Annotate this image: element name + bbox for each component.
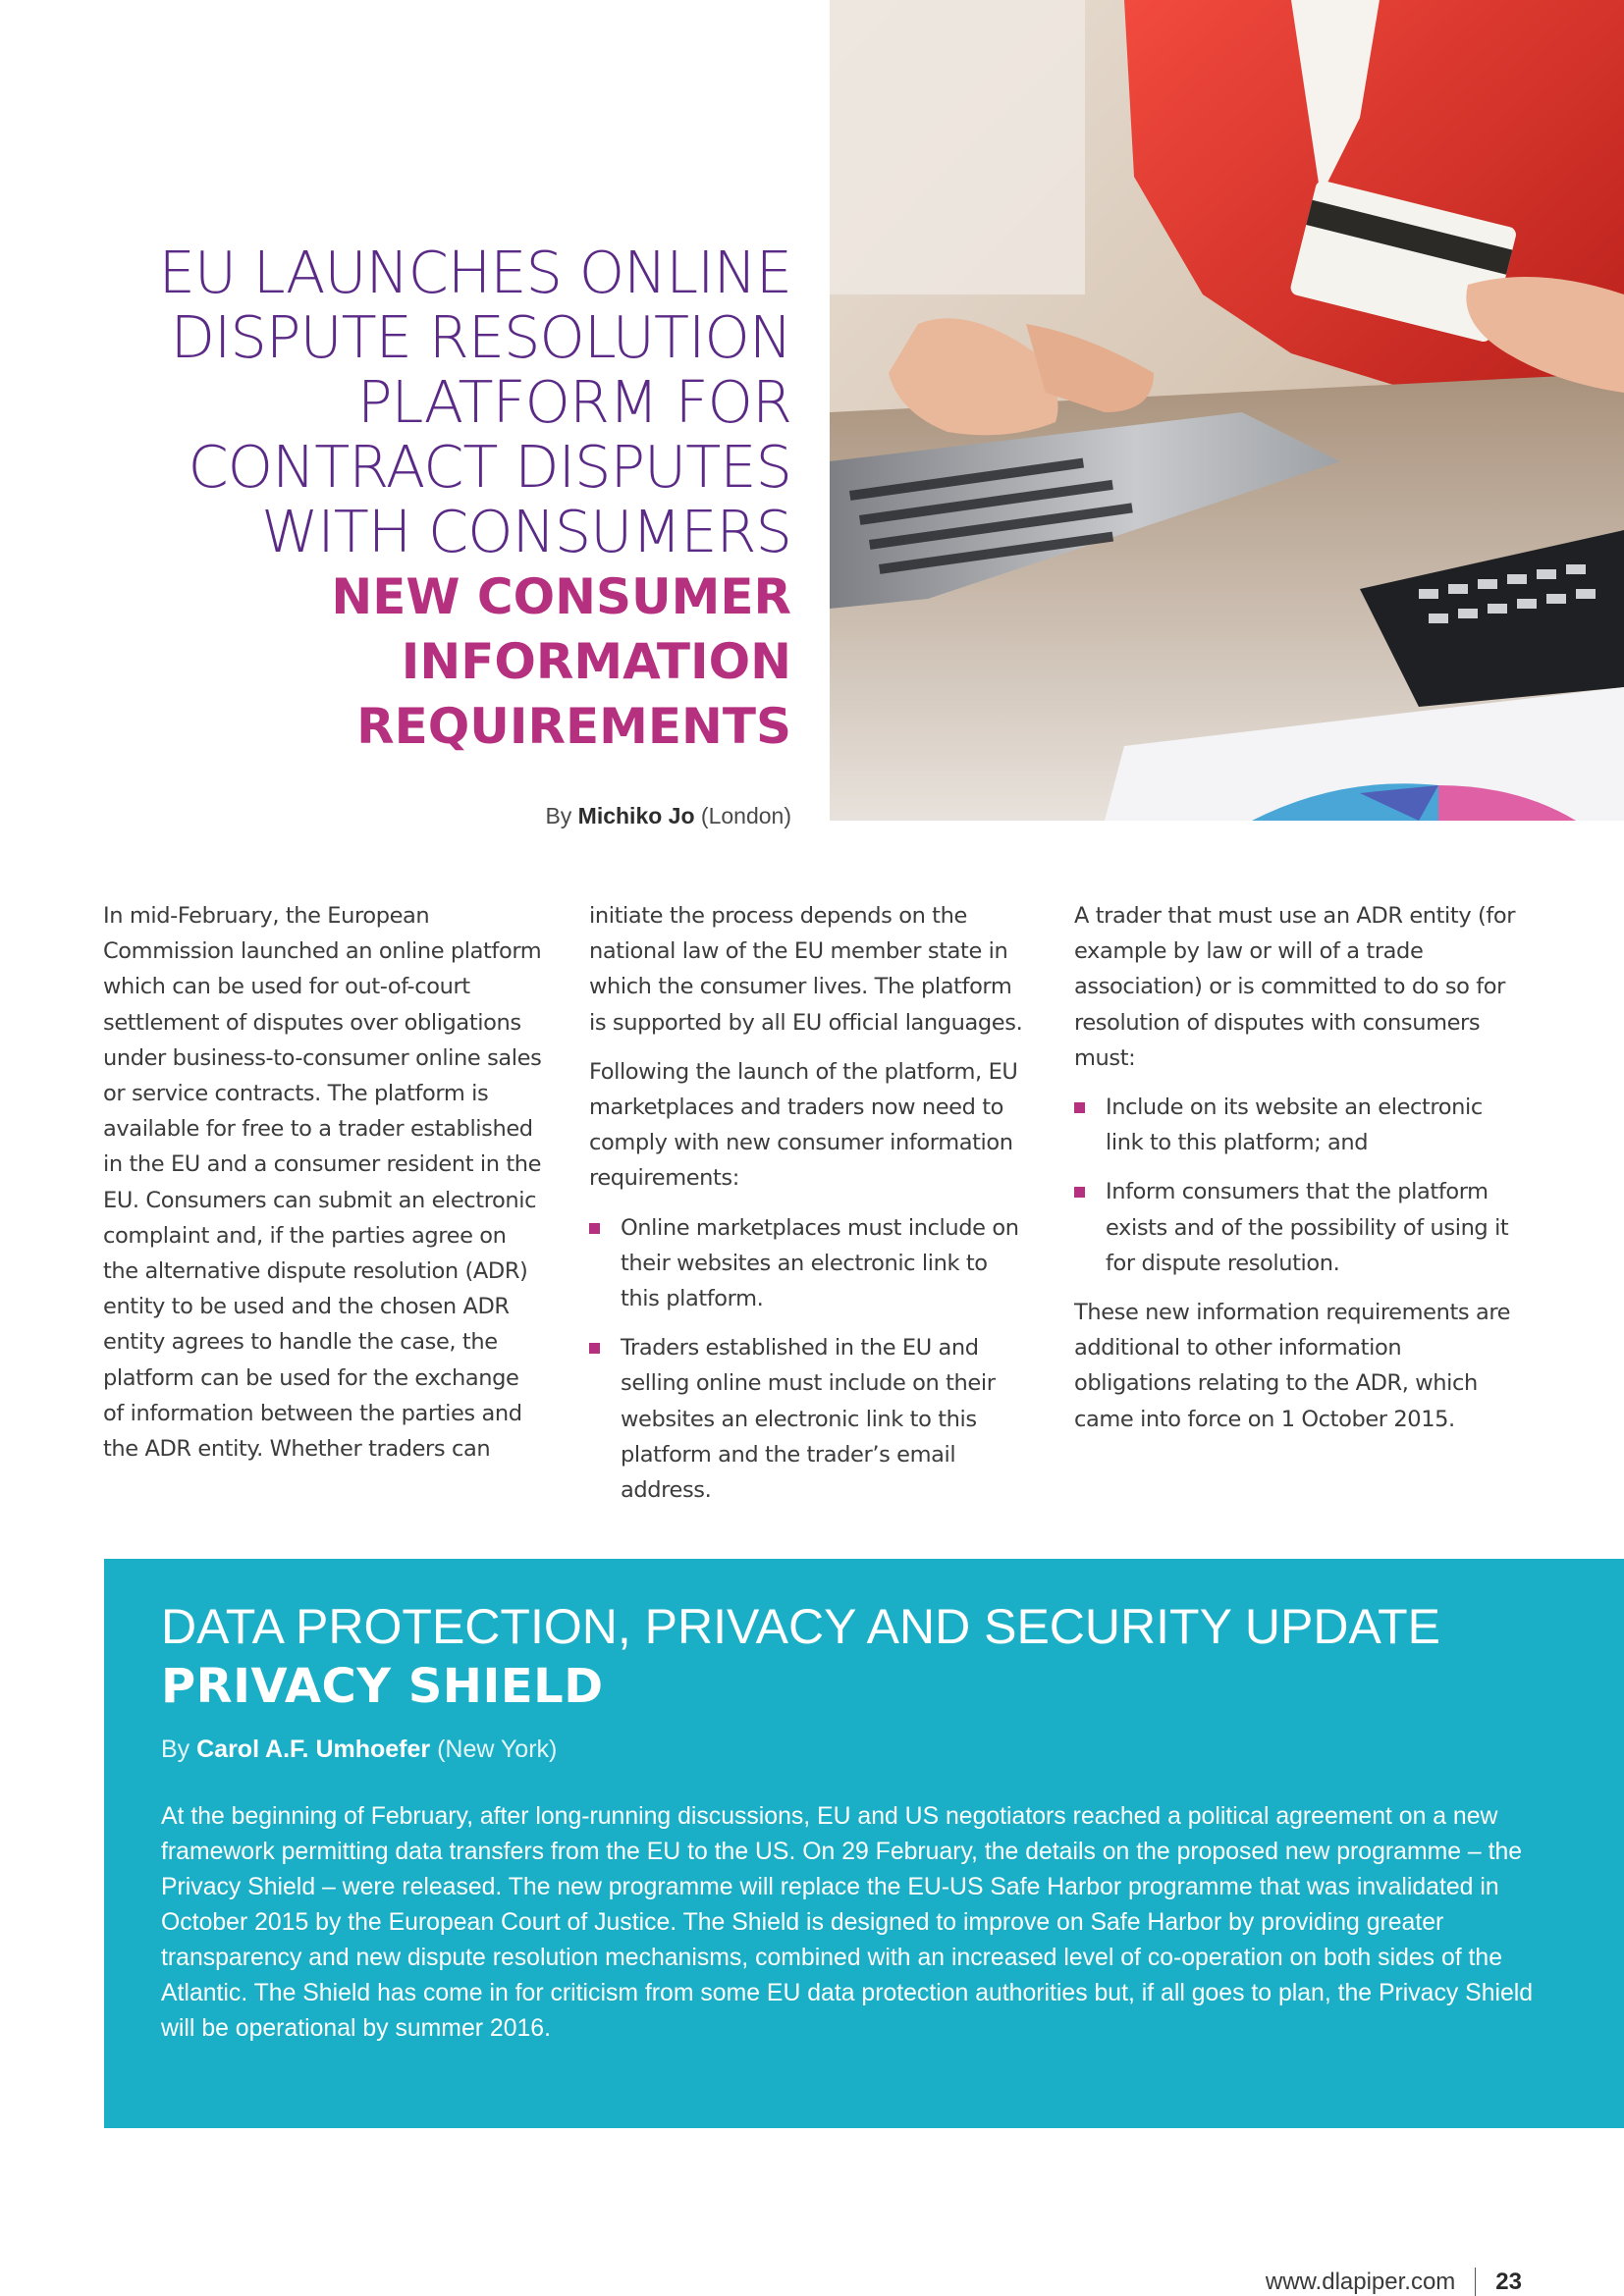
square-bullet-icon — [1074, 1187, 1085, 1198]
byline-prefix: By — [545, 803, 578, 828]
subhead-line: NEW CONSUMER — [331, 568, 791, 625]
author-location: (New York) — [430, 1735, 558, 1763]
headline-line: PLATFORM FOR — [356, 368, 791, 436]
headline-line: DISPUTE RESOLUTION — [170, 303, 791, 371]
footer-divider — [1475, 2268, 1476, 2296]
privacy-update-panel — [104, 1559, 1624, 2128]
panel-subtitle: PRIVACY SHIELD — [161, 1659, 604, 1714]
square-bullet-icon — [589, 1223, 600, 1234]
panel-title: DATA PROTECTION, PRIVACY AND SECURITY UPDATE — [161, 1599, 1441, 1654]
bullet-list — [1074, 1090, 1516, 1281]
paragraph: In mid-February, the European Commission launched an online platform which can be used for out-of-court settlement of disputes over obligations under business-to-consumer online sales or service contracts. The platform is available for free to a trader established in the EU and a consumer resident in the EU. Consumers can submit an electronic complaint and, if the parties agree on the alternative dispute resolution (ADR) entity to be used and the chosen ADR entity agrees to handle the case, the platform can be used for the exchange of information between the parties and the ADR entity. Whether traders can — [103, 903, 542, 1463]
article-column-3 — [1074, 898, 1516, 1451]
square-bullet-icon — [589, 1343, 600, 1354]
article-column-1 — [103, 898, 545, 1480]
paragraph: initiate the process depends on the national law of the EU member state in which the consumer lives. The platform is supported by all EU official languages. — [589, 903, 1023, 1036]
article-column-2 — [589, 898, 1031, 1522]
author-name: Carol A.F. Umhoefer — [196, 1735, 431, 1763]
list-item — [1074, 1090, 1516, 1160]
online-shopping-photo — [830, 0, 1624, 821]
hero-photo — [830, 0, 1624, 821]
page-footer — [1266, 2268, 1522, 2296]
subhead-line: INFORMATION — [401, 633, 791, 690]
headline-line: WITH CONSUMERS — [261, 498, 791, 565]
square-bullet-icon — [1074, 1102, 1085, 1113]
list-item-text: Traders established in the EU and selling online must include on their websites an electronic link to this platform and the trader’s email address. — [621, 1335, 996, 1504]
list-item-text: Online marketplaces must include on their websites an electronic link to this platform. — [621, 1214, 1019, 1312]
author-location: (London) — [694, 803, 791, 828]
subhead-line: REQUIREMENTS — [356, 698, 791, 755]
page-number: 23 — [1495, 2269, 1522, 2295]
paragraph: These new information requirements are additional to other information obligations relating to the ADR, which came into force on 1 October 2015. — [1074, 1300, 1511, 1432]
list-item — [1074, 1174, 1516, 1281]
list-item-text: Inform consumers that the platform exists and of the possibility of using it for dispute resolution. — [1106, 1179, 1509, 1276]
panel-byline — [161, 1735, 557, 1764]
headline-line: EU LAUNCHES ONLINE — [158, 239, 791, 306]
article-byline — [545, 803, 791, 829]
website-link[interactable]: www.dlapiper.com — [1265, 2269, 1456, 2295]
bullet-list — [589, 1210, 1031, 1509]
list-item — [589, 1210, 1031, 1317]
list-item-text: Include on its website an electronic link to this platform; and — [1106, 1095, 1483, 1156]
article-headline — [59, 240, 791, 759]
headline-line: CONTRACT DISPUTES — [188, 433, 791, 501]
list-item — [589, 1330, 1031, 1508]
author-name: Michiko Jo — [577, 803, 695, 828]
paragraph: Following the launch of the platform, EU marketplaces and traders now need to comply with new consumer information requirements: — [589, 1058, 1018, 1192]
paragraph: A trader that must use an ADR entity (for example by law or will of a trade association) or is committed to do so for resolution of disputes with consumers must: — [1074, 903, 1516, 1071]
panel-body: At the beginning of February, after long-running discussions, EU and US negotiators reached a political agreement on a new framework permitting data transfers from the EU to the US. On 29 February, the details on the proposed new programme – the Privacy Shield – were released. The new programme will replace the EU-US Safe Harbor programme that was invalidated in October 2015 by the European Court of Justice. The Shield is designed to improve on Safe Harbor by providing greater transparency and new dispute resolution mechanisms, combined with an increased level of co-operation on both sides of the Atlantic. The Shield has come in for criticism from some EU data protection authorities but, if all goes to plan, the Privacy Shield will be operational by summer 2016. — [161, 1803, 1534, 2042]
byline-prefix: By — [161, 1735, 197, 1763]
